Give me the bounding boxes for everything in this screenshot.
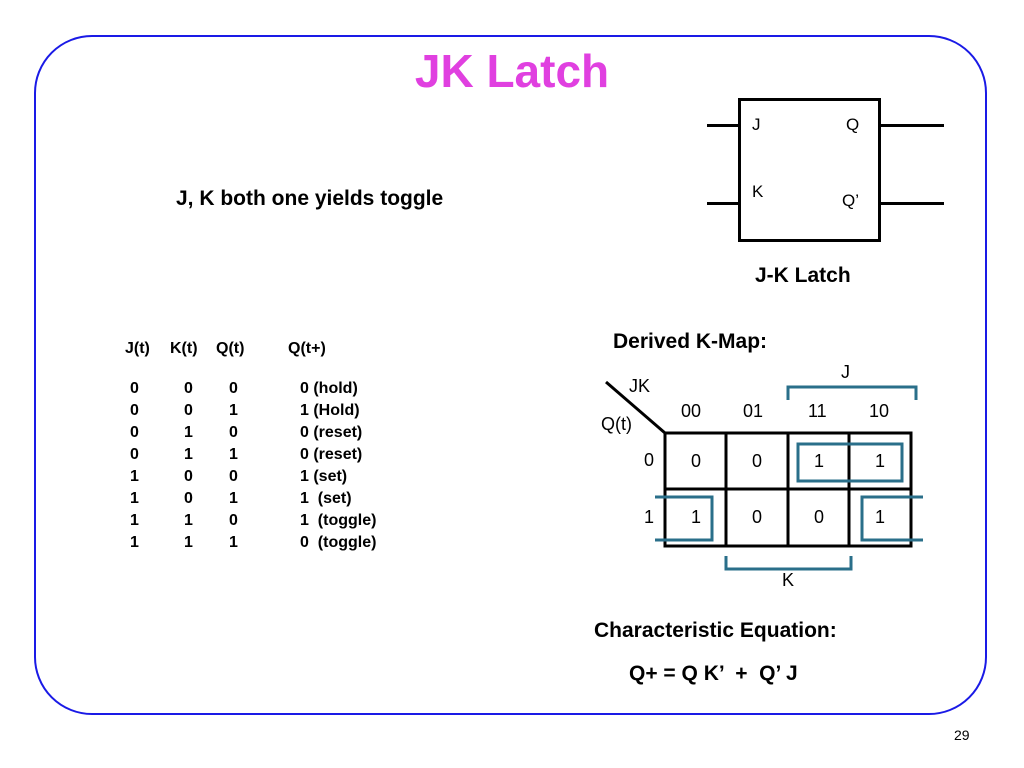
- slide-subtitle: J, K both one yields toggle: [176, 187, 444, 210]
- truth-table-cell: 1: [229, 534, 238, 551]
- kmap-cell: 1: [813, 450, 824, 471]
- truth-table-header: Q(t): [216, 340, 245, 357]
- kmap-col-header: 00: [681, 401, 702, 421]
- kmap-cell: 0: [751, 506, 762, 527]
- kmap-col-header: 11: [808, 401, 827, 421]
- truth-table-cell: 0: [130, 446, 139, 463]
- truth-table-cell: 1: [184, 424, 193, 441]
- truth-table-cell: 1: [229, 446, 238, 463]
- pin-k: K: [752, 182, 764, 201]
- pin-j: J: [752, 115, 761, 134]
- kmap-row-header: 0: [644, 450, 655, 470]
- truth-table-cell: 1: [184, 446, 193, 463]
- truth-table-cell: 0: [184, 468, 193, 485]
- truth-table-cell: 1: [130, 512, 139, 529]
- truth-table-cell: 0: [184, 402, 193, 419]
- truth-table-cell: 0 (reset): [300, 446, 363, 463]
- kmap-cell: 0: [813, 506, 824, 527]
- truth-table-cell: 1: [184, 512, 193, 529]
- k-bracket: [726, 556, 851, 569]
- characteristic-equation: Q+ = Q K’ + Q’ J: [629, 662, 798, 685]
- j-bracket: [788, 387, 916, 400]
- truth-table-cell: 0: [130, 380, 139, 397]
- kmap-col-header: 10: [869, 401, 890, 421]
- truth-table-cell: 1: [130, 468, 139, 485]
- truth-table-cell: 0: [229, 468, 238, 485]
- truth-table-cell: 0: [184, 490, 193, 507]
- k-bracket-label: K: [782, 570, 795, 590]
- kmap-cell: 0: [751, 450, 762, 471]
- equation-heading: Characteristic Equation:: [594, 619, 837, 642]
- truth-table-cell: 1 (toggle): [300, 512, 377, 529]
- truth-table-cell: 1: [229, 490, 238, 507]
- pin-q-bar: Q’: [842, 191, 859, 210]
- truth-table-cell: 1: [130, 534, 139, 551]
- j-bracket-label: J: [841, 362, 850, 382]
- truth-table-header: K(t): [170, 340, 198, 357]
- truth-table-header: J(t): [125, 340, 150, 357]
- kmap-col-header: 01: [743, 401, 764, 421]
- truth-table-cell: 0 (toggle): [300, 534, 377, 551]
- truth-table-cell: 1 (set): [300, 468, 348, 485]
- truth-table-header: Q(t+): [288, 340, 326, 357]
- kmap-cell: 1: [874, 506, 885, 527]
- kmap-row-header: 1: [644, 507, 655, 527]
- truth-table-cell: 0 (reset): [300, 424, 363, 441]
- kmap-row-var-label: Q(t): [601, 414, 632, 434]
- truth-table-cell: 0: [130, 424, 139, 441]
- kmap-cell: 1: [874, 450, 885, 471]
- kmap-col-var-label: JK: [629, 376, 651, 396]
- slide-title: JK Latch: [414, 45, 610, 97]
- truth-table-cell: 0: [229, 512, 238, 529]
- truth-table-cell: 1 (Hold): [300, 402, 360, 419]
- kmap-cell: 1: [690, 506, 701, 527]
- truth-table-cell: 0: [229, 380, 238, 397]
- latch-caption: J-K Latch: [755, 264, 851, 287]
- truth-table-cell: 0: [229, 424, 238, 441]
- truth-table-cell: 1: [229, 402, 238, 419]
- truth-table-cell: 0: [184, 380, 193, 397]
- truth-table-cell: 1 (set): [300, 490, 352, 507]
- truth-table-cell: 0: [130, 402, 139, 419]
- truth-table-cell: 0 (hold): [300, 380, 358, 397]
- pin-q: Q: [846, 115, 860, 134]
- slide-number: 29: [954, 727, 970, 743]
- kmap-cell: 0: [690, 450, 701, 471]
- kmap-title: Derived K-Map:: [613, 330, 768, 353]
- truth-table-cell: 1: [184, 534, 193, 551]
- truth-table-cell: 1: [130, 490, 139, 507]
